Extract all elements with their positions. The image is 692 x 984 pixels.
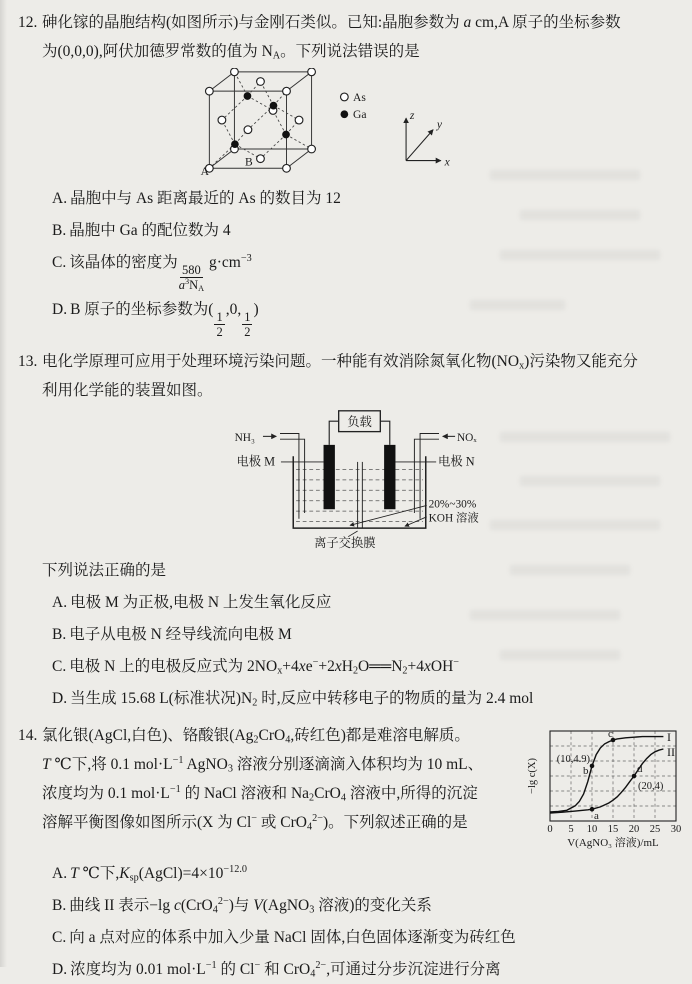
y-axis-label: −lg c(X) [527, 758, 538, 795]
point-d-coords: (20,4) [638, 781, 664, 793]
beaker [293, 456, 426, 528]
axis-y-label: y [436, 117, 443, 131]
atom-b-label: B [245, 155, 253, 169]
question-12-stem-line-2: 为(0,0,0),阿伏加德罗常数的值为 $N_A$。下列说法错误的是 [42, 43, 420, 62]
crystal-structure-figure [192, 68, 684, 181]
solubility-curve-chart [526, 723, 682, 851]
question-12 [18, 8, 684, 339]
electrode-n-label: 电极 N [438, 454, 475, 469]
load-label: 负载 [347, 415, 372, 430]
option-text: 电极 M 为正极,电极 N 上发生氧化反应 [70, 594, 332, 612]
fuel-cell-device-figure [227, 407, 684, 554]
corner-a-label: A [200, 165, 210, 176]
as-atoms [206, 68, 316, 172]
koh-solution-label: KOH 溶液 [428, 512, 479, 525]
option-13-d [42, 684, 684, 713]
point-b-dot [590, 764, 595, 769]
membrane-label: 离子交换膜 [314, 536, 376, 550]
svg-text:30: 30 [670, 824, 682, 836]
option-12-c [42, 248, 684, 292]
x-axis-label: V(AgNO₃ 溶液)/mL [567, 837, 659, 850]
option-label: D. [52, 301, 68, 319]
question-14-stem-line-3: 浓度均为 0.1 $mol\cdot L^{-1}$ 的 NaCl 溶液和 $Na_2CrO_4$ 溶液中,所得的沉淀 [42, 784, 478, 804]
option-text: 电极 N 上的电极反应式为 $2NO_x+4xe^-+2xH_2O══N_2+4xOH^-$ [69, 657, 460, 677]
option-13-c [42, 652, 684, 681]
curve-I [550, 737, 663, 812]
svg-text:25: 25 [649, 824, 661, 836]
svg-text:5: 5 [568, 824, 574, 836]
point-d-dot [632, 774, 637, 779]
electrode-m-label: 电极 M [236, 454, 276, 469]
option-label: D. [52, 690, 68, 708]
x-tick-labels [547, 824, 681, 835]
scan-edge-shadow [0, 0, 7, 967]
option-12-d [42, 295, 684, 339]
option-text: 浓度均为 0.01 $mol\cdot L^{-1}$ 的 Cl− 和 CrO$_4^{2-}$,可通过分步沉淀进行分离 [70, 960, 501, 980]
option-text: 向 a 点对应的体系中加入少量 NaCl 固体,白色固体逐渐变为砖红色 [69, 929, 516, 947]
option-text: 晶胞中与 As 距离最近的 As 的数目为 12 [70, 190, 341, 207]
legend [341, 91, 367, 121]
question-13-prompt: 下列说法正确的是 [42, 562, 167, 580]
option-label: C. [52, 254, 67, 271]
option-label: B. [52, 897, 67, 915]
question-13-number: 13. [18, 353, 38, 371]
point-b-label: b [583, 765, 589, 778]
solubility-graph-figure [526, 723, 682, 856]
nh3-inlet-label: NH₃ [234, 432, 255, 445]
option-14-b [42, 891, 684, 920]
option-label: C. [52, 929, 67, 947]
curve-II-label: II [667, 745, 675, 760]
option-text: B 原子的坐标参数为( $\frac{1}{2}$ ,0, $\frac{1}{2}$ ) [70, 301, 259, 340]
point-d-label: d [637, 763, 643, 776]
axis-z-label: z [409, 109, 415, 123]
unit-cell-diagram [192, 68, 462, 176]
svg-text:10: 10 [586, 824, 598, 836]
option-text: T ℃下$,K_{sp}(AgCl)=4\times 10^{-12.0}$ [70, 864, 248, 884]
svg-text:0: 0 [547, 824, 553, 836]
question-12-number: 12. [18, 14, 38, 31]
question-14-body [42, 721, 684, 856]
option-label: B. [52, 626, 67, 644]
question-14-number: 14. [18, 727, 38, 745]
question-14-stem-line-2: T ℃下,将 0.1 $mol\cdot L^{-1}$ AgNO$_3$ 溶液分别逐滴滴入体积均为 10 mL、 [42, 755, 484, 775]
ga-legend-label: Ga [353, 108, 367, 122]
option-14-a [42, 859, 684, 888]
point-b-coords: (10,4.9) [556, 754, 590, 766]
option-label: A. [52, 865, 68, 883]
option-text: 电子从电极 N 经导线流向电极 M [69, 626, 292, 644]
electrolyte-solution [296, 470, 423, 522]
electrode-n-bar [384, 445, 395, 509]
question-13 [18, 347, 684, 713]
point-c-label: c [608, 728, 613, 741]
option-label: B. [52, 222, 67, 239]
option-label: A. [52, 190, 68, 207]
point-a-label: a [594, 810, 599, 823]
option-text: 该晶体的密度为 $\frac{580}{a^3N_A}$ $g\cdot cm^{-3}$ [69, 252, 252, 293]
option-text: 当生成 15.68 L(标准状况)$N_2$ 时,反应中转移电子的物质的量为 2.4 mol [70, 690, 534, 709]
svg-text:15: 15 [607, 824, 619, 836]
option-text: 晶胞中 Ga 的配位数为 4 [69, 222, 231, 239]
ion-exchange-membrane [358, 462, 363, 528]
electrode-m-bar [324, 445, 335, 509]
svg-text:20: 20 [628, 824, 640, 836]
question-14-stem [42, 721, 526, 837]
option-text: 曲线 II 表示−lg c(CrO$_4^{2-}$)与 V(AgNO$_3$ 溶液)的变化关系 [69, 896, 432, 916]
option-label: C. [52, 658, 67, 676]
gridlines [550, 731, 676, 821]
ga-legend-symbol [341, 110, 349, 118]
option-label: A. [52, 594, 68, 612]
option-12-a [42, 184, 684, 213]
koh-concentration-label: 20%~30% [428, 498, 477, 511]
axis-x-label: x [444, 155, 450, 169]
option-13-b [42, 620, 684, 649]
question-14-stem-line-1: 氯化银(AgCl,白色)、铬酸银($Ag_2CrO_4$,砖红色)都是难溶电解质。 [42, 727, 470, 746]
option-label: D. [52, 961, 68, 979]
question-14 [18, 721, 684, 984]
question-12-stem-line-1: 砷化镓的晶胞结构(如图所示)与金刚石类似。已知:晶胞参数为 a cm,A 原子的坐标参数 [42, 14, 621, 31]
gas-inlet-tubes [280, 434, 439, 519]
question-13-stem-line-1: 电化学原理可应用于处理环境污染问题。一种能有效消除氮氧化物$(NO_x)$污染物又能充分 [42, 353, 638, 372]
option-14-c [42, 923, 684, 952]
koh-pointer-right [405, 517, 427, 526]
as-legend-label: As [353, 90, 366, 104]
curve-I-label: I [667, 730, 671, 745]
option-14-d [42, 955, 684, 984]
question-13-stem-line-2: 利用化学能的装置如图。 [42, 382, 213, 400]
fuel-cell-diagram [227, 407, 492, 549]
coordinate-axes [406, 118, 441, 160]
nox-inlet-label: NOₓ [456, 432, 477, 445]
as-legend-symbol [341, 93, 349, 101]
question-14-stem-line-4: 溶解平衡图像如图所示(X 为 Cl− 或 CrO$_4^{2-}$)。下列叙述正确的是 [42, 813, 468, 833]
option-12-b [42, 216, 684, 245]
option-13-a [42, 588, 684, 617]
